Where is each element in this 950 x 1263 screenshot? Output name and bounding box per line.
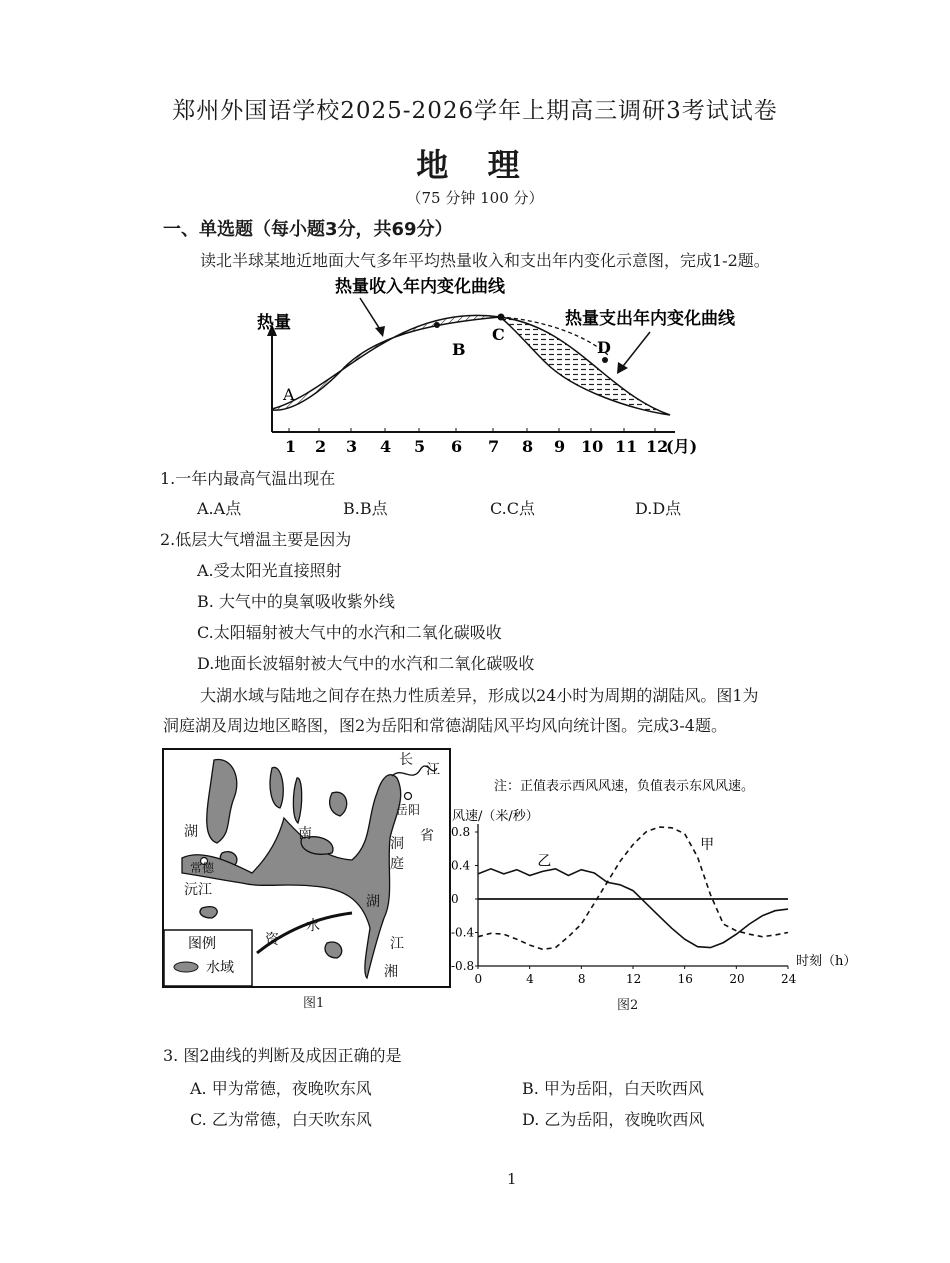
- map-label-dong: 洞: [390, 836, 404, 852]
- q2-option-c: C.太阳辐射被大气中的水汽和二氧化碳吸收: [197, 623, 502, 642]
- month-unit: (月): [666, 437, 698, 456]
- wind-chart-ylabel: 风速/（米/秒）: [452, 809, 539, 824]
- svg-text:11: 11: [615, 437, 638, 456]
- map-label-yueyang: 岳阳: [396, 803, 421, 817]
- income-curve-label: 热量收入年内变化曲线: [335, 277, 505, 297]
- point-c-label: C: [492, 325, 505, 344]
- q1-option-b: B.B点: [343, 499, 388, 518]
- heat-curve-figure: [245, 272, 735, 462]
- map-legend-item: 水域: [206, 960, 234, 976]
- question-2-stem: 2.低层大气增温主要是因为: [160, 530, 352, 549]
- map-caption: 图1: [303, 996, 325, 1011]
- heat-y-label: 热量: [257, 313, 291, 333]
- page-number: 1: [507, 1170, 517, 1188]
- q2-option-a: A.受太阳光直接照射: [197, 561, 342, 580]
- wind-x-tick-label: 16: [677, 972, 693, 986]
- map-label-zi: 资: [265, 932, 279, 948]
- map-label-yuanjiang: 沅江: [184, 882, 212, 898]
- subject-title: 地 理: [416, 146, 534, 184]
- map-legend-water-symbol: [174, 962, 198, 972]
- svg-text:1: 1: [285, 437, 297, 456]
- q3-option-a: A. 甲为常德，夜晚吹东风: [190, 1079, 372, 1098]
- exam-meta: （75 分钟 100 分）: [406, 189, 544, 207]
- income-label-arrowhead: [375, 326, 385, 337]
- wind-series-label-yi: 乙: [537, 853, 552, 870]
- intro-paragraph-2-line-2: 洞庭湖及周边地区略图，图2为岳阳和常德湖陆风平均风向统计图。完成3-4题。: [163, 716, 727, 735]
- wind-chart-note: 注：正值表示西风风速，负值表示东风风速。: [494, 779, 755, 794]
- svg-text:3: 3: [346, 437, 358, 456]
- svg-text:8: 8: [522, 437, 534, 456]
- wind-x-tick-label: 24: [781, 972, 797, 986]
- map-label-sheng: 省: [420, 828, 434, 844]
- map-label-xiang: 湘: [384, 964, 398, 980]
- map-label-jiang-top: 江: [426, 762, 440, 778]
- question-1-stem: 1.一年内最高气温出现在: [160, 469, 336, 488]
- income-surplus-region: [272, 315, 500, 410]
- wind-x-tick-label: 20: [729, 972, 745, 986]
- q1-option-d: D.D点: [635, 499, 682, 518]
- section-title: 一、单选题（每小题3分，共69分）: [163, 219, 453, 240]
- question-3-stem: 3. 图2曲线的判断及成因正确的是: [163, 1046, 402, 1065]
- wind-x-tick-label: 0: [474, 972, 483, 986]
- yueyang-marker: [405, 793, 412, 800]
- q3-option-c: C. 乙为常德，白天吹东风: [190, 1110, 372, 1129]
- map-label-hu-left: 湖: [184, 824, 198, 840]
- q2-option-b: B. 大气中的臭氧吸收紫外线: [197, 592, 395, 611]
- wind-chart-caption: 图2: [617, 998, 639, 1013]
- svg-text:10: 10: [581, 437, 604, 456]
- wind-y-tick-label: -0.8: [451, 959, 475, 973]
- expense-label-arrow: [620, 332, 650, 370]
- wind-y-tick-label: 0: [451, 892, 459, 906]
- point-a-label: A: [283, 385, 295, 404]
- map-label-chang: 长: [399, 752, 413, 768]
- expense-label-arrowhead: [617, 362, 628, 374]
- exam-title: 郑州外国语学校2025-2026学年上期高三调研3考试试卷: [172, 98, 778, 124]
- map-label-hu-right: 湖: [366, 894, 380, 910]
- point-d-label: D: [597, 338, 611, 357]
- q1-option-a: A.A点: [197, 499, 242, 518]
- point-b-label: B: [452, 340, 466, 359]
- map-label-nan: 南: [298, 826, 312, 842]
- dongting-map: [162, 748, 452, 990]
- svg-text:12: 12: [646, 437, 669, 456]
- wind-y-tick-label: 0.4: [451, 858, 471, 873]
- wind-x-tick-label: 12: [626, 972, 642, 986]
- wind-series-yi: [478, 869, 788, 948]
- wind-y-tick-label: 0.8: [451, 825, 471, 839]
- q3-option-d: D. 乙为岳阳，夜晚吹西风: [522, 1110, 705, 1129]
- point-d-dot: [602, 357, 608, 363]
- map-label-jiang-bottom: 江: [390, 936, 404, 952]
- svg-text:5: 5: [414, 437, 426, 456]
- map-label-ting: 庭: [390, 856, 404, 872]
- intro-paragraph-1: 读北半球某地近地面大气多年平均热量收入和支出年内变化示意图，完成1-2题。: [200, 251, 770, 270]
- svg-text:7: 7: [488, 437, 500, 456]
- q3-option-b: B. 甲为岳阳，白天吹西风: [522, 1079, 704, 1098]
- point-b-dot: [434, 322, 440, 328]
- wind-chart-xlabel: 时刻（h）: [796, 954, 857, 969]
- wind-series-label-jia: 甲: [700, 836, 715, 853]
- wind-x-tick-label: 8: [577, 972, 586, 986]
- expense-curve-label: 热量支出年内变化曲线: [565, 309, 735, 329]
- q2-option-d: D.地面长波辐射被大气中的水汽和二氧化碳吸收: [197, 654, 535, 673]
- svg-text:6: 6: [451, 437, 463, 456]
- svg-text:4: 4: [380, 437, 392, 456]
- svg-text:2: 2: [315, 437, 327, 456]
- map-label-changde: 常德: [190, 861, 215, 875]
- expense-surplus-region: [500, 317, 670, 415]
- map-label-shui: 水: [306, 918, 320, 934]
- svg-text:9: 9: [554, 437, 566, 456]
- wind-y-tick-label: -0.4: [451, 925, 475, 940]
- map-legend-title: 图例: [188, 936, 216, 952]
- point-c-dot: [498, 314, 505, 321]
- q1-option-c: C.C点: [490, 499, 536, 518]
- wind-chart: [448, 770, 868, 995]
- wind-x-tick-label: 4: [526, 972, 534, 986]
- intro-paragraph-2-line-1: 大湖水域与陆地之间存在热力性质差异，形成以24小时为周期的湖陆风。图1为: [200, 686, 759, 705]
